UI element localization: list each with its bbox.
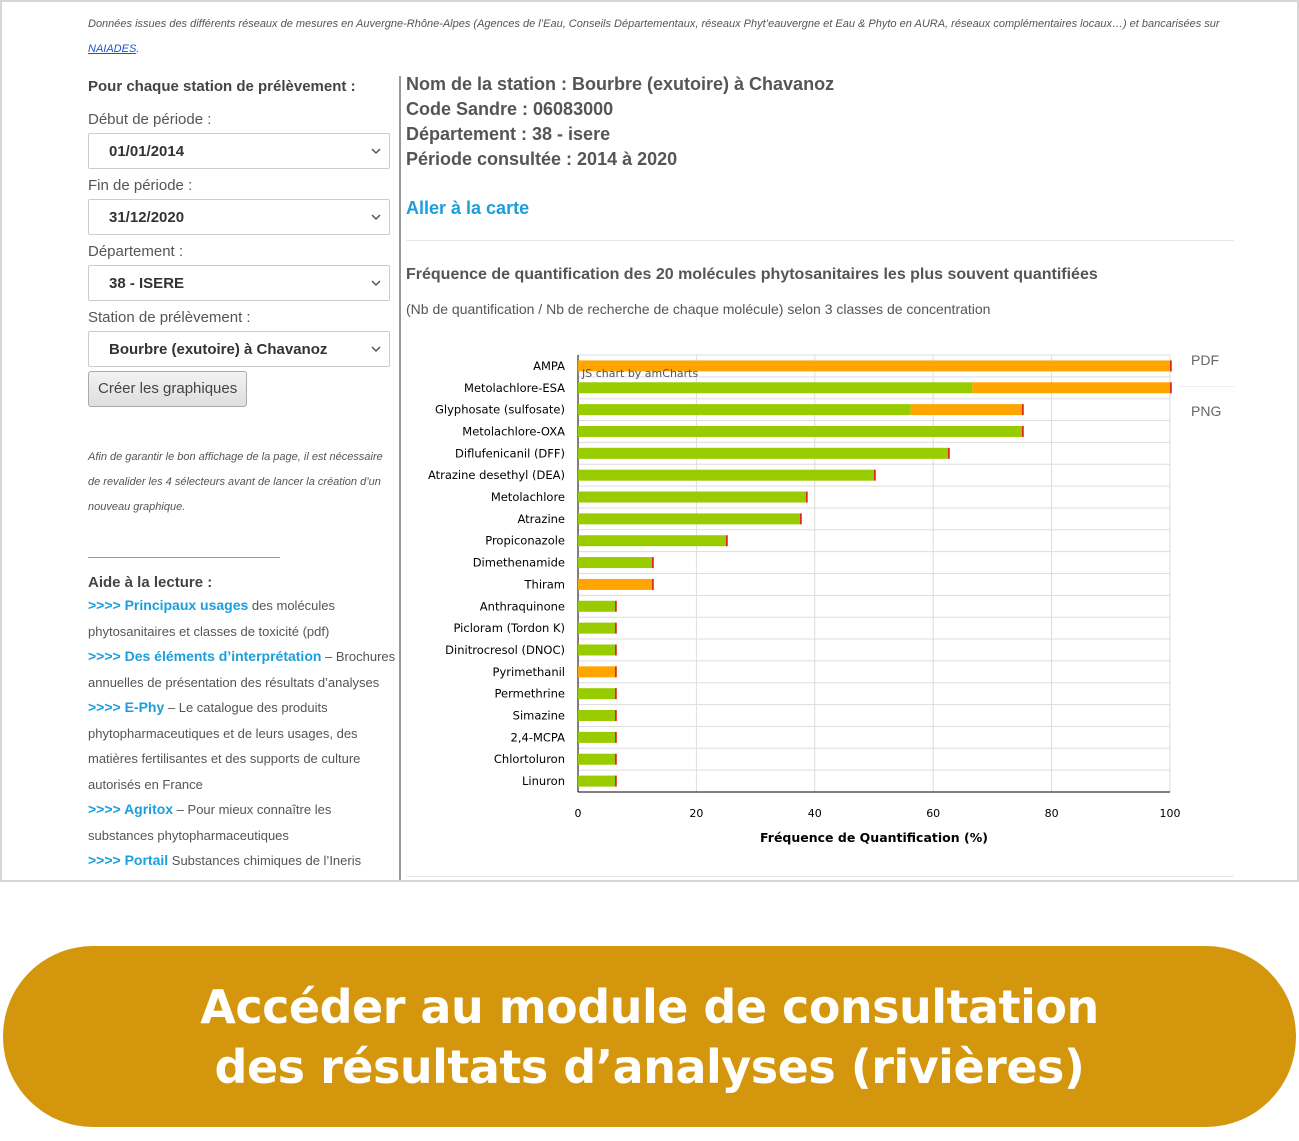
start-date-label: Début de période : — [88, 111, 212, 128]
bar-segment — [578, 557, 652, 568]
end-date-value: 31/12/2020 — [109, 208, 185, 226]
bar-segment — [652, 557, 654, 568]
bar-segment — [578, 404, 911, 415]
bar-segment — [726, 535, 728, 546]
department-label: Département : — [88, 243, 184, 260]
bar-segment — [578, 535, 726, 546]
x-tick-label: 60 — [926, 807, 941, 820]
bar-segment — [615, 601, 617, 612]
filters-title: Pour chaque station de prélèvement : — [88, 78, 356, 95]
category-label: Pyrimethanil — [492, 664, 565, 679]
category-label: Chlortoluron — [493, 752, 565, 767]
x-tick-label: 20 — [689, 807, 704, 820]
bar-segment — [578, 382, 972, 393]
bar-segment — [972, 382, 1170, 393]
bar-segment — [948, 448, 950, 459]
category-label: Thiram — [524, 577, 565, 592]
station-name: Nom de la station : Bourbre (exutoire) à Chavanoz — [406, 74, 835, 94]
chevron-down-icon — [371, 278, 381, 288]
bar-segment — [652, 579, 654, 590]
column-divider — [399, 76, 401, 882]
category-label: Glyphosate (sulfosate) — [435, 402, 565, 417]
category-label: Atrazine desethyl (DEA) — [427, 468, 565, 483]
bar-segment — [1170, 360, 1172, 371]
x-tick-label: 40 — [807, 807, 822, 820]
export-divider — [1178, 386, 1234, 387]
bar-segment — [578, 492, 806, 503]
help-text: Substances chimiques de l’Ineris — [168, 853, 362, 868]
bar-segment — [578, 776, 615, 787]
bar-segment — [615, 732, 617, 743]
bar-segment — [800, 513, 802, 524]
amcharts-credit[interactable]: JS chart by amCharts — [582, 367, 699, 380]
x-tick-label: 0 — [574, 807, 582, 820]
bar-segment — [578, 601, 615, 612]
help-text: des molécules phytosanitaires et classes de toxicité (pdf) — [88, 598, 336, 639]
bar-segment — [874, 470, 876, 481]
station-code: Code Sandre : 06083000 — [406, 99, 614, 119]
end-date-label: Fin de période : — [88, 177, 193, 194]
category-label: Anthraquinone — [479, 599, 565, 614]
category-label: Propiconazole — [485, 533, 565, 548]
start-date-value: 01/01/2014 — [109, 142, 185, 160]
end-date-select[interactable] — [88, 199, 390, 235]
x-axis-title: Fréquence de Quantification (%) — [760, 830, 988, 845]
station-value: Bourbre (exutoire) à Chavanoz — [109, 340, 328, 358]
results-panel — [406, 72, 1236, 318]
divider — [88, 557, 280, 558]
category-label: Linuron — [522, 774, 565, 789]
banner-line-1: Accéder au module de consultation — [200, 979, 1099, 1034]
category-label: Dinitrocresol (DNOC) — [445, 642, 565, 657]
bar-segment — [578, 754, 615, 765]
category-label: Permethrine — [494, 686, 565, 701]
revalidate-warning: Afin de garantir le bon affichage de la page, il est nécessaire de revalider les 4 sélecteurs avant de lancer la création d’un nouveau graphique. — [88, 451, 383, 513]
bar-segment — [615, 754, 617, 765]
help-list — [88, 593, 398, 874]
chart-title: Fréquence de quantification des 20 molécules phytosanitaires les plus souvent quantifiées — [406, 266, 1098, 283]
category-label: Metolachlore-ESA — [464, 380, 565, 395]
ephy-link[interactable]: >>>> E-Phy — [88, 699, 165, 715]
help-text: – Pour mieux connaître les substances phytopharmaceutiques — [88, 802, 332, 843]
divider — [406, 876, 1234, 877]
go-to-map-link[interactable]: Aller à la carte — [406, 198, 530, 218]
category-label: Picloram (Tordon K) — [453, 621, 565, 636]
department-value: 38 - ISERE — [109, 274, 185, 292]
quantification-bar-chart — [406, 352, 1196, 852]
help-item-ephy — [88, 695, 398, 797]
help-text: – Brochures annuelles de présentation des résultats d’analyses — [88, 649, 396, 690]
bar-segment — [578, 644, 615, 655]
category-label: Metolachlore — [490, 490, 565, 505]
chevron-down-icon — [371, 344, 381, 354]
bar-segment — [1170, 382, 1172, 393]
bar-segment — [615, 710, 617, 721]
export-pdf-button[interactable]: PDF — [1191, 352, 1219, 368]
help-text: – Le catalogue des produits phytopharmaceutiques et de leurs usages, des matières fertilisantes et des supports de culture autorisés en France — [88, 700, 361, 792]
source-note — [88, 12, 1268, 62]
bar-segment — [578, 710, 615, 721]
bar-segment — [1022, 404, 1024, 415]
help-item-agritox — [88, 797, 398, 848]
help-title: Aide à la lecture : — [88, 574, 213, 591]
chevron-down-icon — [371, 212, 381, 222]
bar-segment — [615, 688, 617, 699]
bar-segment — [615, 666, 617, 677]
bar-segment — [911, 404, 1022, 415]
chevron-down-icon — [371, 146, 381, 156]
chart-subtitle: (Nb de quantification / Nb de recherche de chaque molécule) selon 3 classes de concentration — [406, 301, 991, 317]
bar-segment — [578, 426, 1022, 437]
category-label: Dimethenamide — [472, 555, 565, 570]
interpretation-link[interactable]: >>>> Des éléments d’interprétation — [88, 648, 322, 664]
station-period: Période consultée : 2014 à 2020 — [406, 149, 678, 169]
bar-segment — [578, 732, 615, 743]
bar-segment — [806, 492, 808, 503]
x-tick-label: 80 — [1044, 807, 1059, 820]
filters-panel — [88, 76, 396, 874]
bar-segment — [578, 579, 652, 590]
bar-segment — [615, 776, 617, 787]
help-item-portail — [88, 848, 398, 874]
agritox-link[interactable]: >>>> Agritox — [88, 801, 174, 817]
bar-segment — [578, 470, 874, 481]
bar-segment — [578, 448, 948, 459]
source-note-text: Données issues des différents réseaux de mesures en Auvergne-Rhône-Alpes (Agences de l’Eau, Conseils Départementaux, réseaux Phyt’eauvergne et Eau & Phyto en AURA, réseaux complémentaires locaux…) et bancarisées sur — [88, 18, 1220, 30]
help-item-usages — [88, 593, 398, 644]
portail-link[interactable]: >>>> Portail — [88, 852, 169, 868]
bar-segment — [578, 688, 615, 699]
bar-segment — [615, 644, 617, 655]
station-select[interactable] — [88, 331, 390, 367]
category-label: Simazine — [512, 708, 565, 723]
export-png-button[interactable]: PNG — [1191, 403, 1222, 419]
bar-segment — [578, 666, 615, 677]
start-date-select[interactable] — [88, 133, 390, 169]
banner-line-2: des résultats d’analyses (rivières) — [214, 1039, 1085, 1094]
bar-segment — [615, 623, 617, 634]
category-label: Metolachlore-OXA — [462, 424, 565, 439]
bar-segment — [578, 623, 615, 634]
category-label: 2,4-MCPA — [510, 730, 565, 745]
usages-link[interactable]: >>>> Principaux usages — [88, 597, 249, 613]
bar-segment — [578, 513, 800, 524]
category-label: AMPA — [533, 358, 565, 373]
department-select[interactable] — [88, 265, 390, 301]
category-label: Atrazine — [517, 511, 565, 526]
station-label: Station de prélèvement : — [88, 309, 251, 326]
source-note-end: . — [136, 43, 140, 55]
create-charts-button[interactable]: Créer les graphiques — [88, 371, 247, 407]
bar-segment — [1022, 426, 1024, 437]
station-department: Département : 38 - isere — [406, 124, 611, 144]
category-label: Diflufenicanil (DFF) — [455, 446, 565, 461]
help-item-interpretation — [88, 644, 398, 695]
consultation-module-banner[interactable] — [3, 946, 1296, 1127]
naiades-link[interactable]: NAIADES — [88, 43, 137, 55]
x-tick-label: 100 — [1159, 807, 1181, 820]
divider — [406, 240, 1234, 241]
